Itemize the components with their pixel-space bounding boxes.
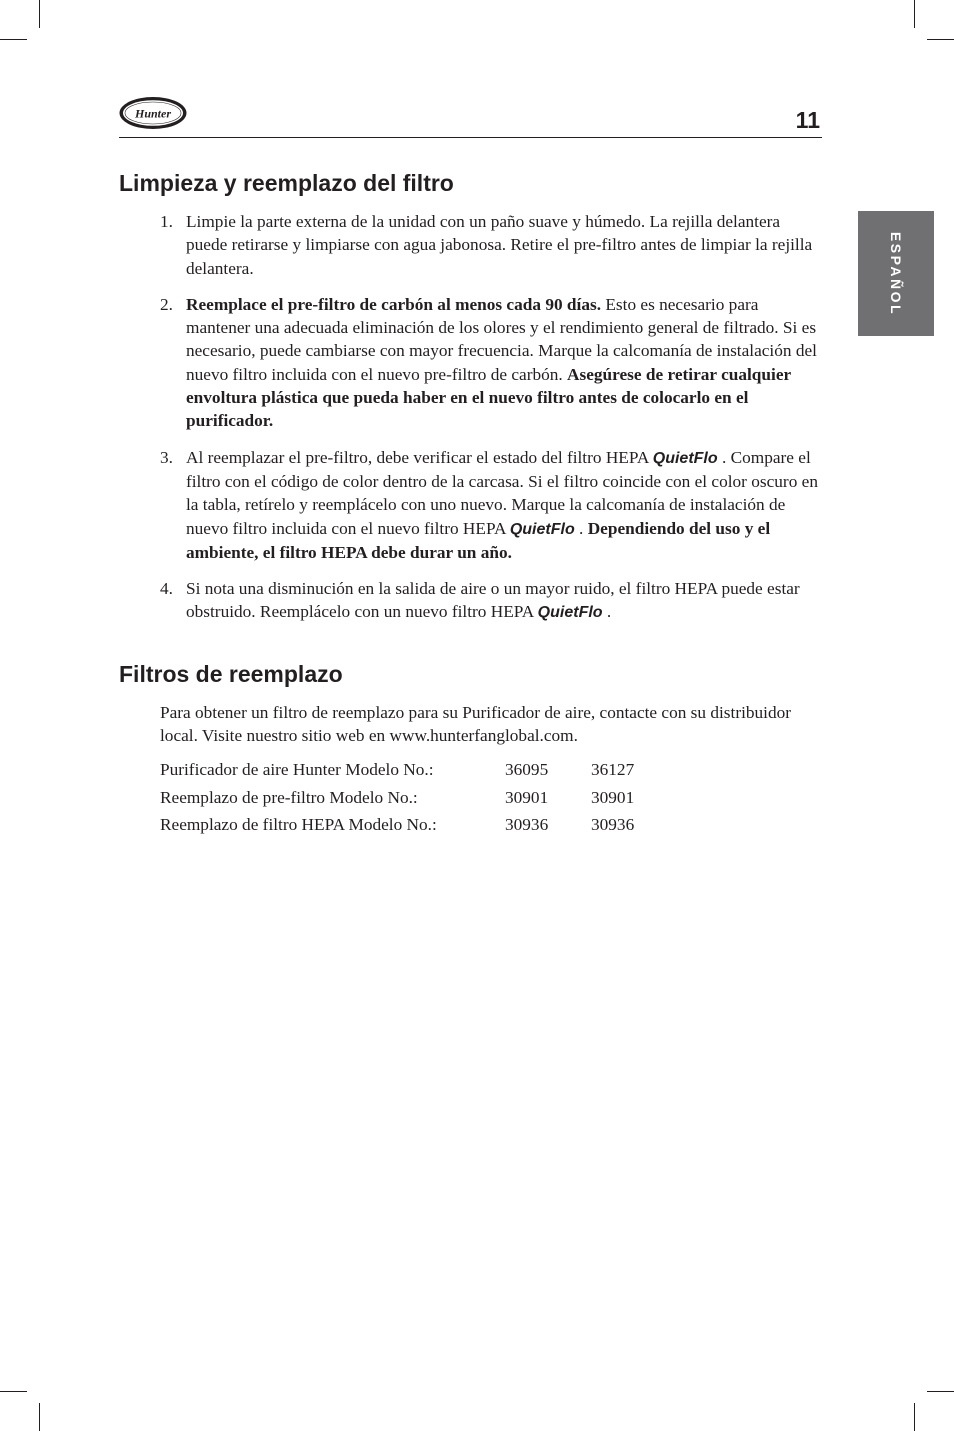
crop-mark	[927, 1391, 954, 1392]
list-item	[160, 446, 824, 564]
step-number: 1.	[160, 212, 173, 231]
table-row	[160, 760, 634, 788]
model-number: 36127	[591, 760, 635, 779]
model-number: 30936	[591, 815, 635, 834]
step-number: 4.	[160, 579, 173, 599]
step-text: Si nota una disminución en la salida de aire o un mayor ruido, el filtro HEPA puede estar obstruido. Reemplácelo con un nuevo filtro HEPA	[186, 579, 800, 622]
section-heading-filters: Filtros de reemplazo	[119, 661, 343, 687]
cleaning-steps-list	[160, 210, 824, 638]
row-label: Purificador de aire Hunter Modelo No.:	[160, 760, 434, 779]
crop-mark	[39, 1403, 40, 1431]
model-number: 30901	[591, 787, 635, 807]
table-row	[160, 815, 634, 843]
header-rule	[119, 137, 822, 138]
table-row	[160, 788, 634, 816]
quietflo-brand: QuietFlo	[652, 449, 718, 467]
row-label: Reemplazo de filtro HEPA Modelo No.:	[160, 815, 437, 834]
quietflo-brand: QuietFlo	[537, 604, 603, 622]
crop-mark	[0, 1391, 27, 1392]
model-numbers-table	[160, 760, 634, 843]
crop-mark	[927, 39, 954, 40]
step-bold-note: Asegúrese de retirar cualquier envoltura plástica que pueda haber en el nuevo filtro antes de colocarlo en el purificador.	[186, 364, 791, 431]
step-text: .	[579, 518, 584, 538]
hunter-logo	[118, 95, 188, 131]
language-tab	[858, 211, 934, 336]
crop-mark	[39, 0, 40, 28]
step-number: 2.	[160, 294, 173, 314]
section-heading-cleaning: Limpieza y reemplazo del filtro	[119, 170, 454, 196]
crop-mark	[914, 1403, 915, 1431]
page-number: 11	[795, 107, 820, 133]
row-label: Reemplazo de pre-filtro Modelo No.:	[160, 787, 418, 807]
list-item	[160, 210, 824, 280]
step-text: .	[606, 602, 612, 622]
step-text: Al reemplazar el pre-filtro, debe verificar el estado del filtro HEPA	[186, 447, 649, 467]
list-item	[160, 577, 824, 625]
quietflo-brand: QuietFlo	[509, 520, 575, 538]
model-number: 36095	[505, 760, 549, 779]
step-bold-lead: Reemplace el pre-filtro de carbón al menos cada 90 días.	[186, 294, 602, 314]
step-text: Esto es necesario para mantener una adecuada eliminación de los olores y el rendimiento general de filtrado. Si es necesario, puede cambiarse con mayor frecuencia. Marque la calcomanía de instalación del nuevo filtro incluida con el nuevo pre-filtro de carbón.	[186, 294, 817, 384]
list-item	[160, 293, 824, 433]
crop-mark	[0, 39, 27, 40]
step-text: Limpie la parte externa de la unidad con un paño suave y húmedo. La rejilla delantera puede retirarse y limpiarse con agua jabonosa. Retire el pre-filtro antes de limpiar la rejilla delantera.	[186, 212, 813, 278]
model-number: 30936	[505, 815, 549, 834]
language-tab-label: ESPAÑOL	[888, 231, 904, 316]
step-text: . Compare el filtro con el código de color dentro de la carcasa. Si el filtro coincide con el color oscuro en la tabla, retírelo y reemplácelo con uno nuevo. Marque la calcomanía de instalación de nuevo filtro incluida con el nuevo filtro HEPA	[186, 447, 818, 538]
step-bold-note: Dependiendo del uso y el ambiente, el filtro HEPA debe durar un año.	[186, 518, 771, 562]
step-number: 3.	[160, 447, 173, 467]
filters-intro: Para obtener un filtro de reemplazo para su Purificador de aire, contacte con su distribuidor local. Visite nuestro sitio web en www.hunterfanglobal.com.	[160, 703, 792, 746]
crop-mark	[914, 0, 915, 28]
model-number: 30901	[505, 787, 549, 807]
svg-text:Hunter: Hunter	[134, 106, 172, 121]
